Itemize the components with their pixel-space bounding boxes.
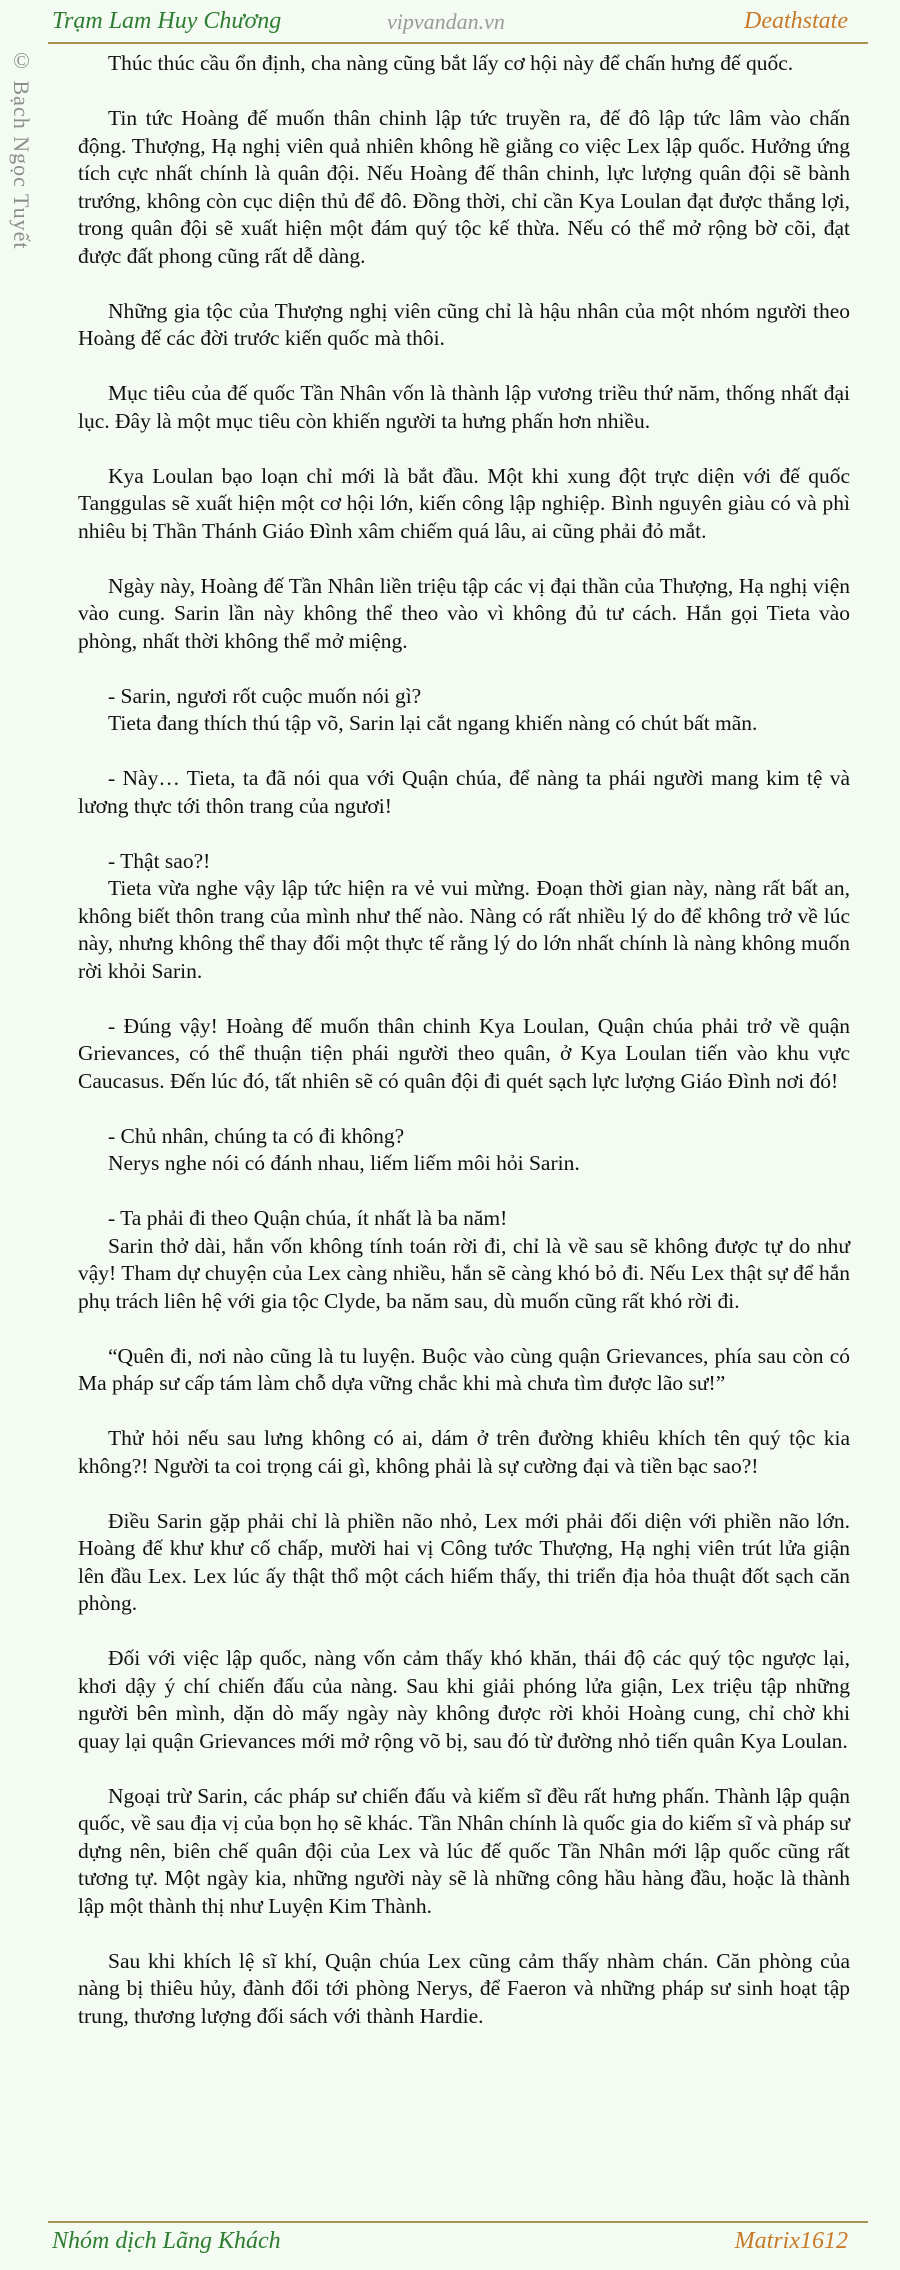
paragraph: Kya Loulan bạo loạn chỉ mới là bắt đầu. Một khi xung đột trực diện với đế quốc Tanggulas sẽ xuất hiện một cơ hội lớn, kiến công lập nghiệp. Bình nguyên giàu có và phì nhiêu bị Thần Thánh Giáo Đình xâm chiếm quá lâu, ai cũng phải đỏ mắt. xyxy=(78,463,850,543)
paragraph: Ngày này, Hoàng đế Tần Nhân liền triệu tập các vị đại thần của Thượng, Hạ nghị viện vào cung. Sarin lần này không thể theo vào vì không đủ tư cách. Hắn gọi Tieta vào phòng, nhất thời không thể mở miệng. xyxy=(78,573,850,653)
paragraph: Tieta đang thích thú tập võ, Sarin lại cắt ngang khiến nàng có chút bất mãn. xyxy=(108,711,758,735)
paragraph: “Quên đi, nơi nào cũng là tu luyện. Buộc vào cùng quận Grievances, phía sau còn có Ma pháp sư cấp tám làm chỗ dựa vững chắc khi mà chưa tìm được lão sư!” xyxy=(78,1343,850,1395)
dialogue-line: - Chủ nhân, chúng ta có đi không? xyxy=(108,1123,405,1148)
translator-group: Nhóm dịch Lãng Khách xyxy=(52,2228,281,2254)
dialogue-line: - Sarin, ngươi rốt cuộc muốn nói gì? xyxy=(108,683,422,708)
copyright-watermark: © Bạch Ngọc Tuyết xyxy=(9,48,34,250)
footer-divider xyxy=(48,2221,868,2223)
paragraph: Thử hỏi nếu sau lưng không có ai, dám ở trên đường khiêu khích tên quý tộc kia không?! Người ta coi trọng cái gì, không phải là sự cường đại và tiền bạc sao?! xyxy=(78,1426,850,1478)
dialogue-line: - Đúng vậy! Hoàng đế muốn thân chinh Kya Loulan, Quận chúa phải trở về quận Grievances, có thể thuận tiện phái người theo quân, ở Kya Loulan tiến vào khu vực Caucasus. Đến lúc đó, tất nhiên sẽ có quân đội đi quét sạch lực lượng Giáo Đình nơi đó! xyxy=(78,1013,850,1093)
paragraph: Điều Sarin gặp phải chỉ là phiền não nhỏ, Lex mới phải đối diện với phiền não lớn. Hoàng đế khư khư cố chấp, mười hai vị Công tước Thượng, Hạ nghị viên trút lửa giận lên đầu Lex. Lex lúc ấy thật thổ một cách hiếm thấy, thi triển địa hỏa thuật đốt sạch căn phòng. xyxy=(78,1508,850,1615)
story-title: Deathstate xyxy=(744,8,848,34)
dialogue-line: - Thật sao?! xyxy=(108,848,211,873)
site-title: Trạm Lam Huy Chương xyxy=(52,8,282,34)
paragraph: Tin tức Hoàng đế muốn thân chinh lập tức truyền ra, đế đô lập tức lâm vào chấn động. Thượng, Hạ nghị viên quả nhiên không hề giằng co việc Lex lập quốc. Hưởng ứng tích cực nhất chính là quân đội. Nếu Hoàng đế thân chinh, lực lượng quân đội sẽ bành trướng, không còn cục diện thủ để đô. Đồng thời, chỉ cần Kya Loulan đạt được thắng lợi, trong quân đội sẽ xuất hiện một đám quý tộc kế thừa. Nếu có thể mở rộng bờ cõi, đạt được đất phong cũng rất dễ dàng. xyxy=(78,106,850,268)
site-url: vipvandan.vn xyxy=(387,9,505,34)
editor-name: Matrix1612 xyxy=(734,2228,848,2254)
paragraph: Tieta vừa nghe vậy lập tức hiện ra vẻ vui mừng. Đoạn thời gian này, nàng rất bất an, không biết thôn trang của mình như thế nào. Nàng có rất nhiều lý do để không trở về lúc này, nhưng không thể thay đổi một thực tế rằng lý do lớn nhất chính là nàng không muốn rời khỏi Sarin. xyxy=(78,876,850,983)
paragraph: Đối với việc lập quốc, nàng vốn cảm thấy khó khăn, thái độ các quý tộc ngược lại, khơi dậy ý chí chiến đấu của nàng. Sau khi giải phóng lửa giận, Lex triệu tập những người bên mình, dặn dò mấy ngày này không được rời khỏi Hoàng cung, chỉ chờ khi quay lại quận Grievances mới mở rộng võ bị, sau đó từ đường nhỏ tiến quân Kya Loulan. xyxy=(78,1646,850,1753)
paragraph: Ngoại trừ Sarin, các pháp sư chiến đấu và kiếm sĩ đều rất hưng phấn. Thành lập quận quốc, về sau địa vị của bọn họ sẽ khác. Tần Nhân chính là quốc gia do kiếm sĩ và pháp sư dựng nên, biên chế quân đội của Lex và lúc đế quốc Tần Nhân mới lập quốc cũng rất tương tự. Một ngày kia, những người này sẽ là những công hầu hàng đầu, hoặc là thành lập một thành thị như Luyện Kim Thành. xyxy=(78,1783,850,1918)
paragraph: Sau khi khích lệ sĩ khí, Quận chúa Lex cũng cảm thấy nhàm chán. Căn phòng của nàng bị thiêu hủy, đành đổi tới phòng Nerys, để Faeron và những pháp sư sinh hoạt tập trung, thương lượng đối sách với thành Hardie. xyxy=(78,1948,850,2028)
dialogue-line: - Này… Tieta, ta đã nói qua với Quận chúa, để nàng ta phái người mang kim tệ và lương thực tới thôn trang của ngươi! xyxy=(78,766,850,818)
page-header xyxy=(0,0,900,46)
paragraph: Mục tiêu của đế quốc Tần Nhân vốn là thành lập vương triều thứ năm, thống nhất đại lục. Đây là một mục tiêu còn khiến người ta hưng phấn hơn nhiều. xyxy=(78,381,850,433)
paragraph: Những gia tộc của Thượng nghị viên cũng chỉ là hậu nhân của một nhóm người theo Hoàng đế các đời trước kiến quốc mà thôi. xyxy=(78,298,850,350)
chapter-body xyxy=(78,50,850,2030)
dialogue-line: - Ta phải đi theo Quận chúa, ít nhất là ba năm! xyxy=(108,1206,508,1230)
paragraph: Sarin thở dài, hắn vốn không tính toán rời đi, chỉ là về sau sẽ không được tự do như vậy! Tham dự chuyện của Lex càng nhiều, hắn sẽ càng khó bỏ đi. Nếu Lex thật sự để hắn phụ trách liên hệ với gia tộc Clyde, ba năm sau, dù muốn cũng rất khó rời đi. xyxy=(78,1233,850,1313)
paragraph: Nerys nghe nói có đánh nhau, liếm liếm môi hỏi Sarin. xyxy=(108,1151,580,1175)
header-divider xyxy=(48,42,868,44)
paragraph: Thúc thúc cầu ổn định, cha nàng cũng bắt lấy cơ hội này để chấn hưng đế quốc. xyxy=(108,51,794,75)
